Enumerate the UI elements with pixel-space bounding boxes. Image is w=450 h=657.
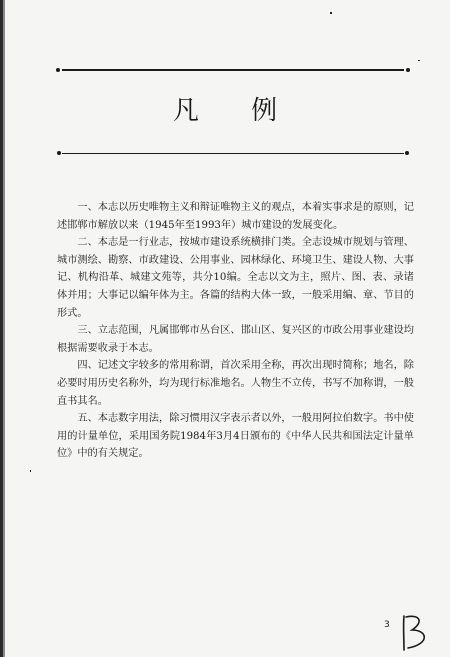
- paragraph-3: 三、立志范围，凡属邯郸市丛台区、邯山区、复兴区的市政公用事业建设均根据需要收录于本志。: [57, 325, 414, 354]
- rule-dot-right-top: [406, 68, 410, 72]
- paragraph-4: 四、记述文字较多的常用称谓，首次采用全称，再次出现时简称；地名，除必要时用历史名称外，均为现行标准地名。人物生不立传，书写不加称谓，一般直书其名。: [57, 360, 414, 407]
- rule-dot-right-bottom: [405, 151, 409, 155]
- rule-dot-left-top: [56, 68, 60, 72]
- scan-speck: [418, 60, 420, 61]
- title-rule-bottom: [62, 153, 404, 154]
- paragraph-5: 五、本志数字用法，除习惯用汉字表示者以外，一般用阿拉伯数字。书中使用的计量单位，采用国务院1984年3月4日颁布的《中华人民共和国法定计量单位》中的有关规定。: [57, 413, 414, 460]
- handwritten-mark-icon: [398, 612, 434, 652]
- paragraph-1: 一、本志以历史唯物主义和辩证唯物主义的观点，本着实事求是的原则，记述邯郸市解放以来（1945年至1993年）城市建设的发展变化。: [57, 202, 414, 231]
- scan-speck: [30, 470, 31, 472]
- paragraph-2: 二、本志是一行业志，按城市建设系统横排门类。全志设城市规划与管理、城市测绘、勘察、市政建设、公用事业、园林绿化、环境卫生、建设人物、大事记、机构沿革、城建文苑等，共分10编。全志以文为主，照片、图、表、录诸体并用；大事记以编年体为主。各篇的结构大体一致，一般采用编、章、节目的形式。: [57, 237, 414, 319]
- page-number: 3: [384, 620, 390, 630]
- page-title: 凡 例: [172, 96, 300, 126]
- title-rule-top: [62, 69, 404, 71]
- scan-speck: [330, 12, 332, 14]
- body-text: [57, 199, 414, 463]
- rule-dot-left-bottom: [57, 151, 61, 155]
